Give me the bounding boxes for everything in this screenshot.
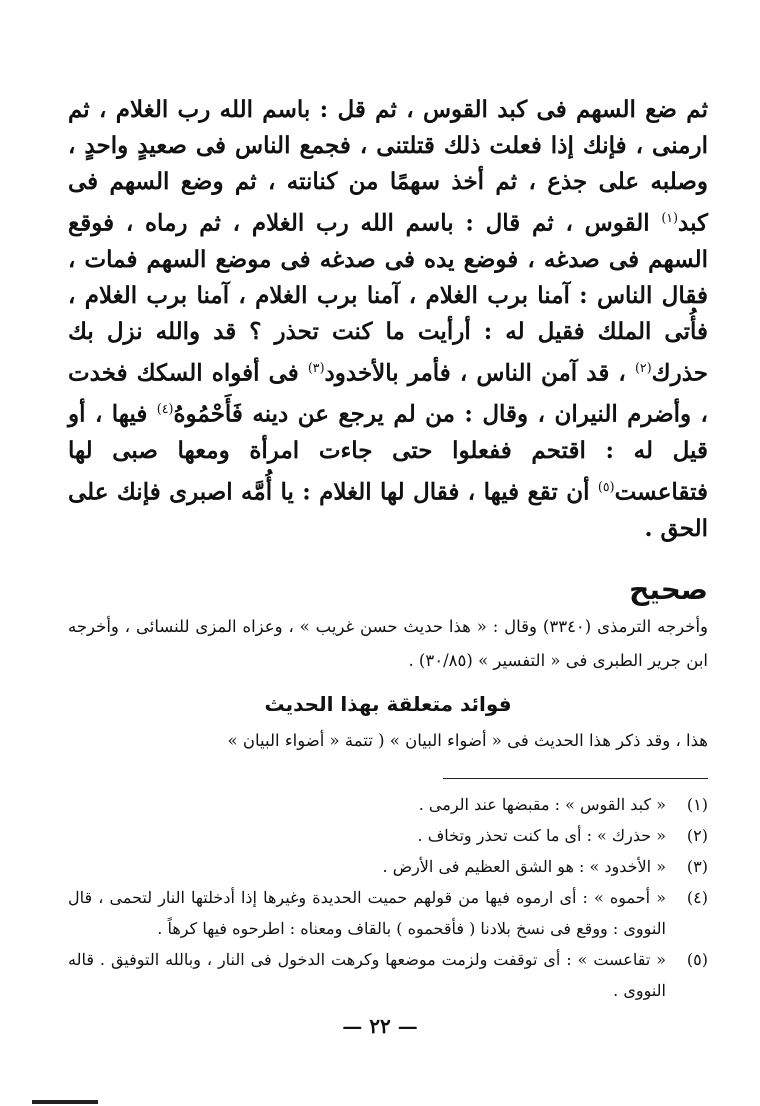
section-text: هذا ، وقد ذكر هذا الحديث فى « أضواء البيان » ( تتمة « أضواء البيان » — [227, 730, 708, 750]
footnote-ref-2[interactable]: (٢) — [634, 359, 652, 375]
hadith-text — [68, 92, 708, 547]
hadith-text-part: ، قد آمن الناس ، فأمر بالأخدود — [324, 359, 635, 387]
hadith-text-part: فيها ، أو قيل له : اقتحم ففعلوا حتى جاءت امرأة ومعها صبى لها فتقاعست — [68, 400, 708, 506]
footnote-text: « أحموه » : أى ارموه فيها من قولهم حميت الحديدة وغيرها إذا أدخلتها النار لتحمى ، قال النووى : ووقع فى نسخ بلادنا ( فأقحموه ) بالقاف ومعناه : اطرحوه فيها كرهاً . — [68, 887, 666, 938]
footnote-item — [68, 789, 708, 820]
page-content — [68, 92, 708, 1006]
footnote-text: « حذرك » : أى ما كنت تحذر وتخاف . — [417, 825, 666, 845]
hadith-grade: صحيح — [629, 572, 708, 606]
footnote-item — [68, 882, 708, 944]
footnote-ref-3[interactable]: (٣) — [307, 359, 325, 375]
source-citation: وأخرجه الترمذى (٣٣٤٠) وقال : « هذا حديث حسن غريب » ، وعزاه المزى للنسائى ، وأخرجه ابن جرير الطبرى فى « التفسير » (٣٠/٨٥) . — [68, 616, 708, 670]
footnote-number: (٣) — [686, 856, 708, 876]
footnote-divider — [443, 778, 708, 779]
footnote-ref-1[interactable]: (١) — [661, 210, 679, 225]
footnote-number: (٢) — [686, 825, 708, 845]
footnote-number: (٤) — [686, 887, 708, 907]
hadith-text-part: ثم ضع السهم فى كبد القوس ، ثم قل : باسم الله رب الغلام ، ثم ارمنى ، فإنك إذا فعلت ذلك قتلتنى ، فجمع الناس فى صعيدٍ واحدٍ ، وصلبه على جذع ، ثم أخذ سهمًا من كنانته ، ثم وضع السهم فى كبد — [68, 96, 708, 237]
hadith-text-part: القوس ، ثم قال : باسم الله رب الغلام ، ثم رماه ، فوقع السهم فى صدغه ، فوضع يده فى صدغه فى موضع السهم فمات ، فقال الناس : آمنا برب الغلام ، آمنا برب الغلام ، آمنا برب الغلام ، فأُتى الملك فقيل له : أرأيت ما كنت تحذر ؟ قد والله نزل بك حذرك — [68, 209, 708, 387]
footnote-ref-4[interactable]: (٤) — [156, 401, 174, 417]
page-edge-mark — [32, 1100, 98, 1104]
page-number: — ٢٢ — — [342, 1014, 418, 1038]
footnote-item — [68, 851, 708, 882]
footnote-text: « تقاعست » : أى توقفت ولزمت موضعها وكرهت الدخول فى النار ، وبالله التوفيق . قاله النووى . — [68, 949, 666, 1000]
footnote-item — [68, 944, 708, 1006]
hadith-text-part: أن تقع فيها ، فقال لها الغلام : يا أُمَّه اصبرى فإنك على الحق . — [68, 478, 708, 542]
footnotes-list — [68, 789, 708, 1006]
footnote-text: « كبد القوس » : مقبضها عند الرمى . — [418, 794, 666, 814]
footnote-text: « الأخدود » : هو الشق العظيم فى الأرض . — [382, 856, 666, 876]
footnote-ref-5[interactable]: (٥) — [597, 478, 615, 494]
section-heading: فوائد متعلقة بهذا الحديث — [264, 691, 512, 716]
hadith-text-part: فى أفواه السكك فخدت ، وأضرم النيران ، وقال : من لم يرجع عن دينه فَأَحْمُوهُ — [68, 359, 708, 428]
footnote-number: (١) — [686, 794, 708, 814]
footnote-number: (٥) — [686, 949, 708, 969]
footnote-item — [68, 820, 708, 851]
